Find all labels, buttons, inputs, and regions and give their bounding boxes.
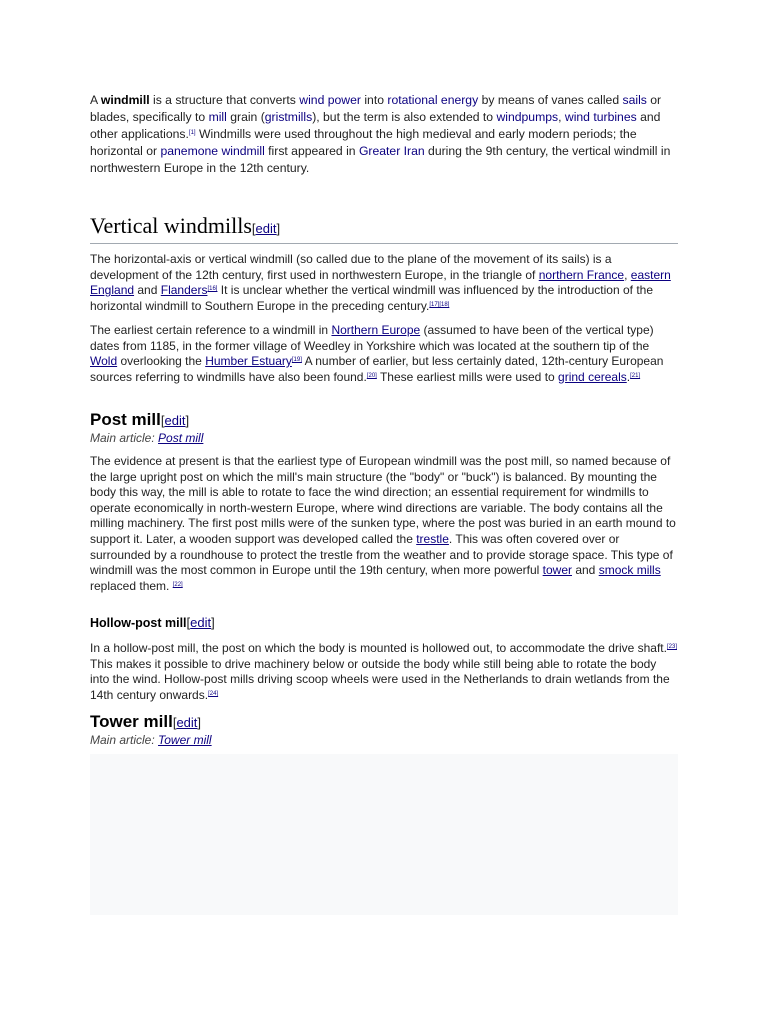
link-eastern-england[interactable]: eastern England bbox=[90, 267, 671, 298]
paragraph-text: and bbox=[572, 563, 599, 578]
section-heading-vertical-windmills bbox=[90, 213, 678, 244]
paragraph-text: A number of earlier, but less certainly dated, 12th-century European sources referring to windmills have also been found. bbox=[90, 354, 664, 384]
intro-text: Windmills were used throughout the high medieval and early modern periods; the horizontal or bbox=[90, 126, 637, 158]
section-heading-post-mill bbox=[90, 410, 189, 431]
paragraph-text: , bbox=[624, 267, 631, 282]
link-post-mill-article[interactable]: Post mill bbox=[158, 431, 204, 445]
citation-link[interactable]: [1] bbox=[188, 129, 196, 136]
link-wind-power[interactable]: wind power bbox=[299, 93, 361, 107]
link-northern-europe[interactable]: Northern Europe bbox=[331, 323, 421, 337]
intro-text: grain ( bbox=[226, 109, 265, 124]
paragraph-text: and bbox=[134, 283, 161, 298]
paragraph-text: This makes it possible to drive machinery below or outside the body while still being able to rotate the body into the wind. Hollow-post mills driving scoop wheels were used in the Netherlands to drain wetlands from the 14th century onwards. bbox=[90, 656, 670, 702]
citation-link[interactable]: [24] bbox=[208, 690, 219, 697]
citation-link[interactable]: [22] bbox=[172, 581, 183, 588]
paragraph-text: The earliest certain reference to a windmill in bbox=[90, 323, 332, 337]
bracket: [ bbox=[251, 221, 256, 236]
link-northern-france[interactable]: northern France bbox=[538, 267, 625, 282]
link-tower[interactable]: tower bbox=[542, 563, 572, 578]
paragraph-text: It is unclear whether the vertical windmill was influenced by the introduction of the horizontal windmill to Southern Europe in the preceding century. bbox=[90, 283, 654, 313]
link-mill[interactable]: mill bbox=[208, 109, 227, 124]
windmill-term: windmill bbox=[100, 93, 150, 107]
intro-text: ), but the term is also extended to bbox=[312, 109, 497, 124]
link-greater-iran[interactable]: Greater Iran bbox=[358, 143, 425, 158]
link-rotational-energy[interactable]: rotational energy bbox=[387, 93, 479, 107]
image-placeholder bbox=[90, 754, 678, 915]
section-heading-tower-mill bbox=[90, 712, 201, 733]
edit-link[interactable]: edit bbox=[176, 715, 198, 730]
main-article-note bbox=[90, 431, 203, 446]
main-article-label: Main article: bbox=[90, 431, 159, 445]
link-flanders[interactable]: Flanders bbox=[160, 283, 208, 298]
edit-link[interactable]: edit bbox=[255, 221, 277, 236]
heading-text: Tower mill bbox=[90, 712, 173, 731]
main-article-label: Main article: bbox=[90, 733, 159, 747]
citation-link[interactable]: [20] bbox=[366, 372, 377, 379]
edit-section-link: [edit] bbox=[172, 715, 202, 730]
paragraph-text: . bbox=[626, 369, 631, 384]
bracket: ] bbox=[276, 221, 281, 236]
edit-section-link bbox=[252, 221, 280, 236]
link-wold[interactable]: Wold bbox=[90, 354, 118, 369]
main-article-note bbox=[90, 733, 212, 748]
paragraph-text: The horizontal-axis or vertical windmill (so called due to the plane of the movement of its sails) is a development of the 12th century, first used in northwestern Europe, in the triangle of bbox=[90, 252, 612, 282]
intro-text: by means of vanes called bbox=[478, 93, 623, 107]
intro-text: and other applications. bbox=[90, 109, 661, 141]
edit-section-link: [edit] bbox=[160, 413, 190, 428]
paragraph-text: replaced them. bbox=[90, 578, 173, 593]
edit-link[interactable]: edit bbox=[190, 615, 212, 630]
link-tower-mill-article[interactable]: Tower mill bbox=[158, 733, 212, 747]
edit-section-link: [edit] bbox=[186, 615, 215, 630]
intro-text: into bbox=[360, 93, 388, 107]
heading-text: Hollow-post mill bbox=[90, 616, 187, 630]
vertical-paragraph-2 bbox=[90, 323, 678, 385]
section-heading-hollow-post-mill bbox=[90, 615, 215, 631]
heading-text: Vertical windmills bbox=[90, 213, 252, 238]
citation-link[interactable]: [19] bbox=[291, 357, 302, 364]
link-trestle[interactable]: trestle bbox=[416, 531, 449, 546]
heading-text: Post mill bbox=[90, 410, 161, 429]
intro-text: during the 9th century, the vertical windmill in northwestern Europe in the 12th century. bbox=[90, 143, 671, 175]
citation-link[interactable]: [23] bbox=[666, 644, 677, 650]
link-sails[interactable]: sails bbox=[622, 93, 647, 107]
link-smock-mills[interactable]: smock mills bbox=[598, 563, 661, 578]
intro-paragraph bbox=[90, 92, 678, 177]
paragraph-text: The evidence at present is that the earliest type of European windmill was the post mill, so named because of the large upright post on which the mill's main structure (the "body" or "buck") is balanced. By mounting the body this way, the mill is able to rotate to face the wind direction; an essential requirement for windmills to operate economically in north-western Europe, where wind directions are variable. The body contains all the milling machinery. The first post mills were of the sunken type, where the post was buried in an earth mound to support it. Later, a wooden support was developed called the bbox=[90, 454, 676, 546]
vertical-paragraph-1 bbox=[90, 252, 678, 314]
paragraph-text: These earliest mills were used to bbox=[376, 369, 559, 384]
edit-link[interactable]: edit bbox=[164, 413, 186, 428]
hollow-post-mill-paragraph bbox=[90, 641, 678, 703]
link-gristmills[interactable]: gristmills bbox=[264, 109, 313, 124]
post-mill-paragraph bbox=[90, 454, 678, 594]
intro-text: or blades, specifically to bbox=[90, 93, 662, 124]
intro-text: , bbox=[558, 109, 565, 124]
citation-link[interactable]: [21] bbox=[630, 372, 641, 379]
paragraph-text: . This was often covered over or surrounded by a roundhouse to protect the trestle from the weather and to provide storage space. This type of windmill was the most common in Europe until the 19th century, when more powerful bbox=[90, 531, 673, 578]
intro-text: A bbox=[90, 93, 101, 107]
intro-text: is a structure that converts bbox=[149, 93, 300, 107]
link-windpumps[interactable]: windpumps bbox=[496, 109, 559, 124]
intro-text: first appeared in bbox=[264, 143, 359, 158]
paragraph-text: (assumed to have been of the vertical type) dates from 1185, in the former village of Weedley in Yorkshire which was located at the southern tip of the bbox=[90, 323, 654, 353]
paragraph-text: In a hollow-post mill, the post on which the body is mounted is hollowed out, to accommodate the drive shaft. bbox=[90, 641, 667, 655]
link-humber-estuary[interactable]: Humber Estuary bbox=[205, 354, 292, 369]
citation-link[interactable]: [17][18] bbox=[429, 301, 450, 308]
link-wind-turbines[interactable]: wind turbines bbox=[564, 109, 637, 124]
citation-link[interactable]: [16] bbox=[207, 286, 218, 293]
link-panemone-windmill[interactable]: panemone windmill bbox=[160, 143, 265, 158]
link-grind-cereals[interactable]: grind cereals bbox=[558, 369, 627, 384]
paragraph-text: overlooking the bbox=[117, 354, 206, 369]
